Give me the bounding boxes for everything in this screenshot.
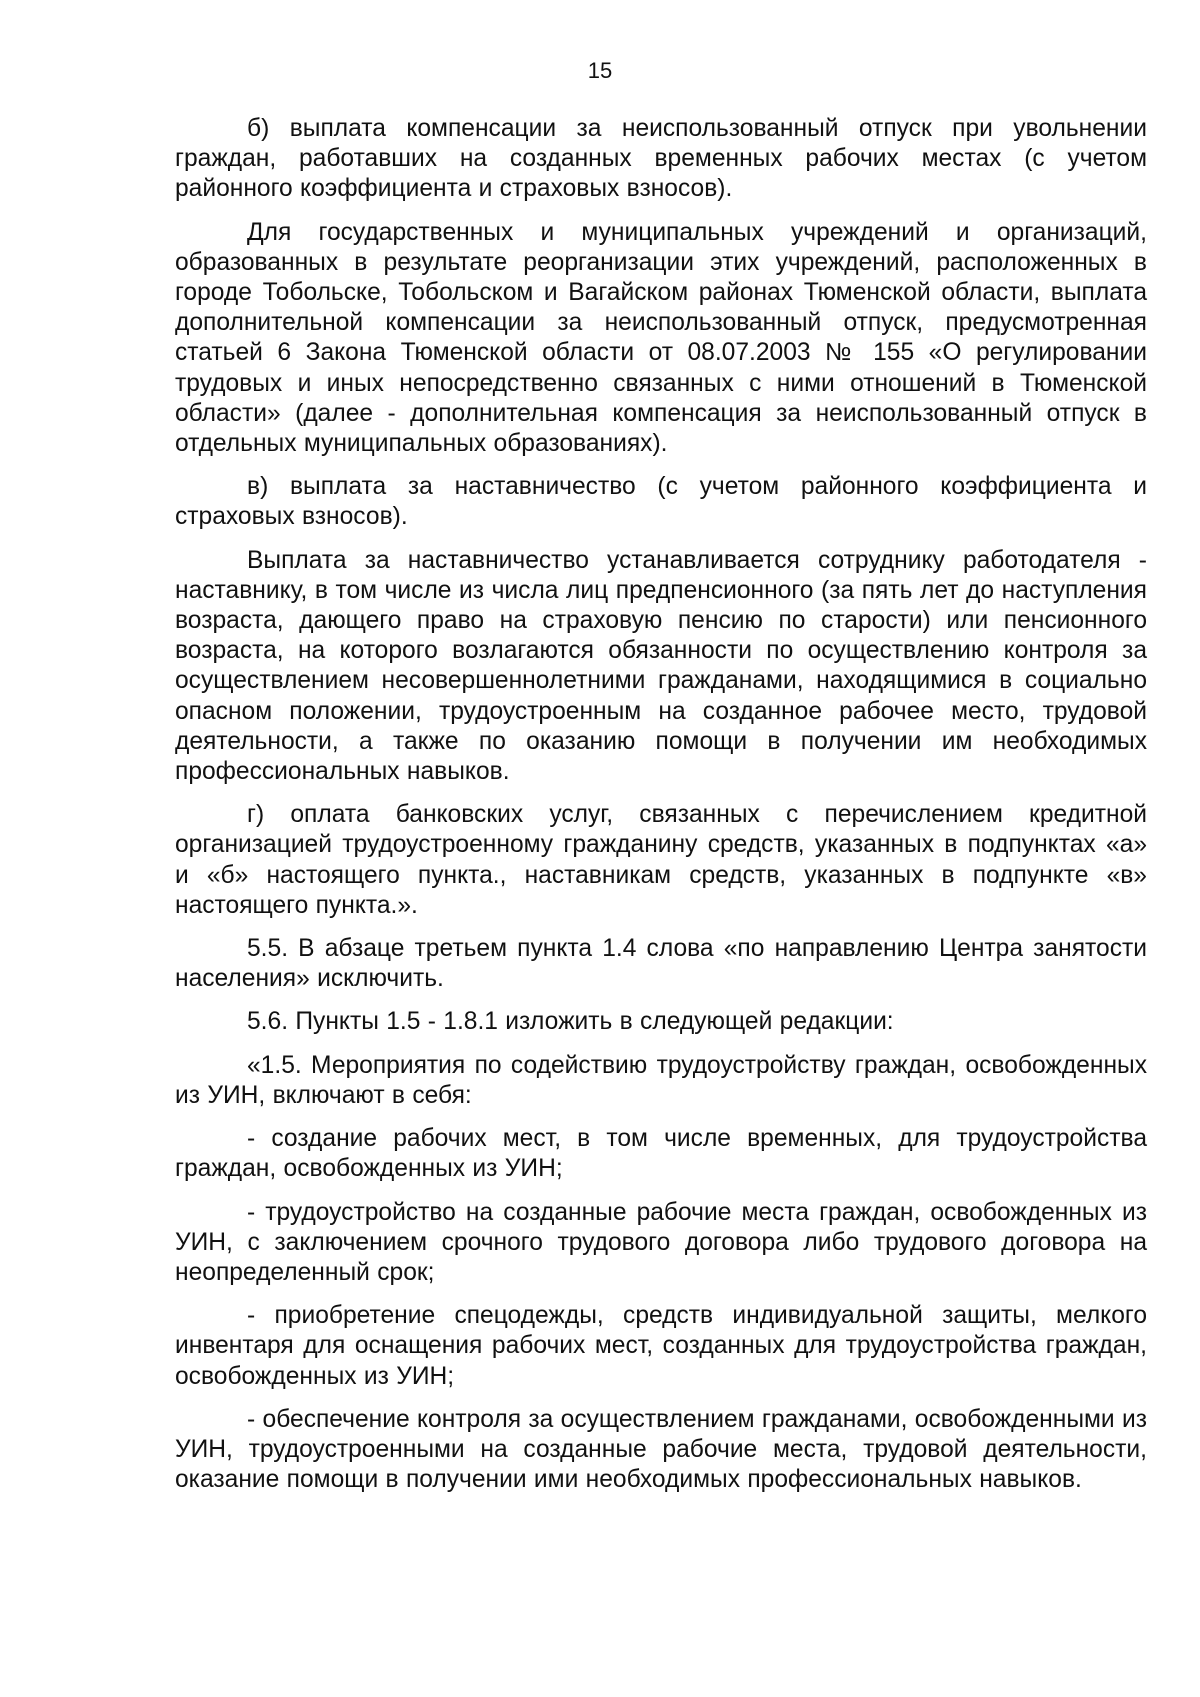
paragraph-5-5: 5.5. В абзаце третьем пункта 1.4 слова «по направлению Центра занятости населения» исключить. [175, 935, 1147, 993]
paragraph-g-banking-services: г) оплата банковских услуг, связанных с перечислением кредитной организацией трудоустроенному гражданину средств, указанных в подпунктах «а» и «б» настоящего пункта., наставникам средств, указанных в подпункте «в» настоящего пункта.». [175, 801, 1147, 919]
paragraph-mentorship-payment: Выплата за наставничество устанавливается сотруднику работодателя - наставнику, в том числе из числа лиц предпенсионного (за пять лет до наступления возраста, дающего право на страховую пенсию по старости) или пенсионного возраста, на которого возлагаются обязанности по осуществлению контроля за осуществлением несовершеннолетними гражданами, находящимися в социально опасном положении, трудоустроенным на созданное рабочее место, трудовой деятельности, а также по оказанию помощи в получении им необходимых профессиональных навыков. [175, 546, 1147, 786]
paragraph-5-6: 5.6. Пункты 1.5 - 1.8.1 изложить в следующей редакции: [247, 1008, 894, 1036]
list-item-job-creation: - создание рабочих мест, в том числе временных, для трудоустройства граждан, освобожденных из УИН; [175, 1125, 1147, 1183]
document-body [175, 114, 1147, 1508]
paragraph-additional-compensation: Для государственных и муниципальных учреждений и организаций, образованных в результате реорганизации этих учреждений, расположенных в городе Тобольске, Тобольском и Вагайском районах Тюменской области, выплата дополнительной компенсации за неиспользованный отпуск, предусмотренная статьей 6 Закона Тюменской области от 08.07.2003 № 155 «О регулировании трудовых и иных непосредственно связанных с ними отношений в Тюменской области» (далее - дополнительная компенсация за неиспользованный отпуск в отдельных муниципальных образованиях). [175, 218, 1147, 458]
list-item-equipment: - приобретение спецодежды, средств индивидуальной защиты, мелкого инвентаря для оснащения рабочих мест, созданных для трудоустройства граждан, освобожденных из УИН; [175, 1302, 1147, 1390]
paragraph-b-compensation: б) выплата компенсации за неиспользованный отпуск при увольнении граждан, работавших на созданных временных рабочих местах (с учетом районного коэффициента и страховых взносов). [175, 115, 1147, 203]
page-number: 15 [587, 58, 613, 83]
paragraph-v-mentorship: в) выплата за наставничество (с учетом районного коэффициента и страховых взносов). [175, 473, 1147, 531]
paragraph-1-5-measures: «1.5. Мероприятия по содействию трудоустройству граждан, освобожденных из УИН, включают в себя: [175, 1051, 1147, 1109]
list-item-supervision: - обеспечение контроля за осуществлением гражданами, освобожденными из УИН, трудоустроенными на созданные рабочие места, трудовой деятельности, оказание помощи в получении ими необходимых профессиональных навыков. [175, 1405, 1148, 1494]
list-item-employment: - трудоустройство на созданные рабочие места граждан, освобожденных из УИН, с заключением срочного трудового договора либо трудового договора на неопределенный срок; [175, 1198, 1147, 1286]
